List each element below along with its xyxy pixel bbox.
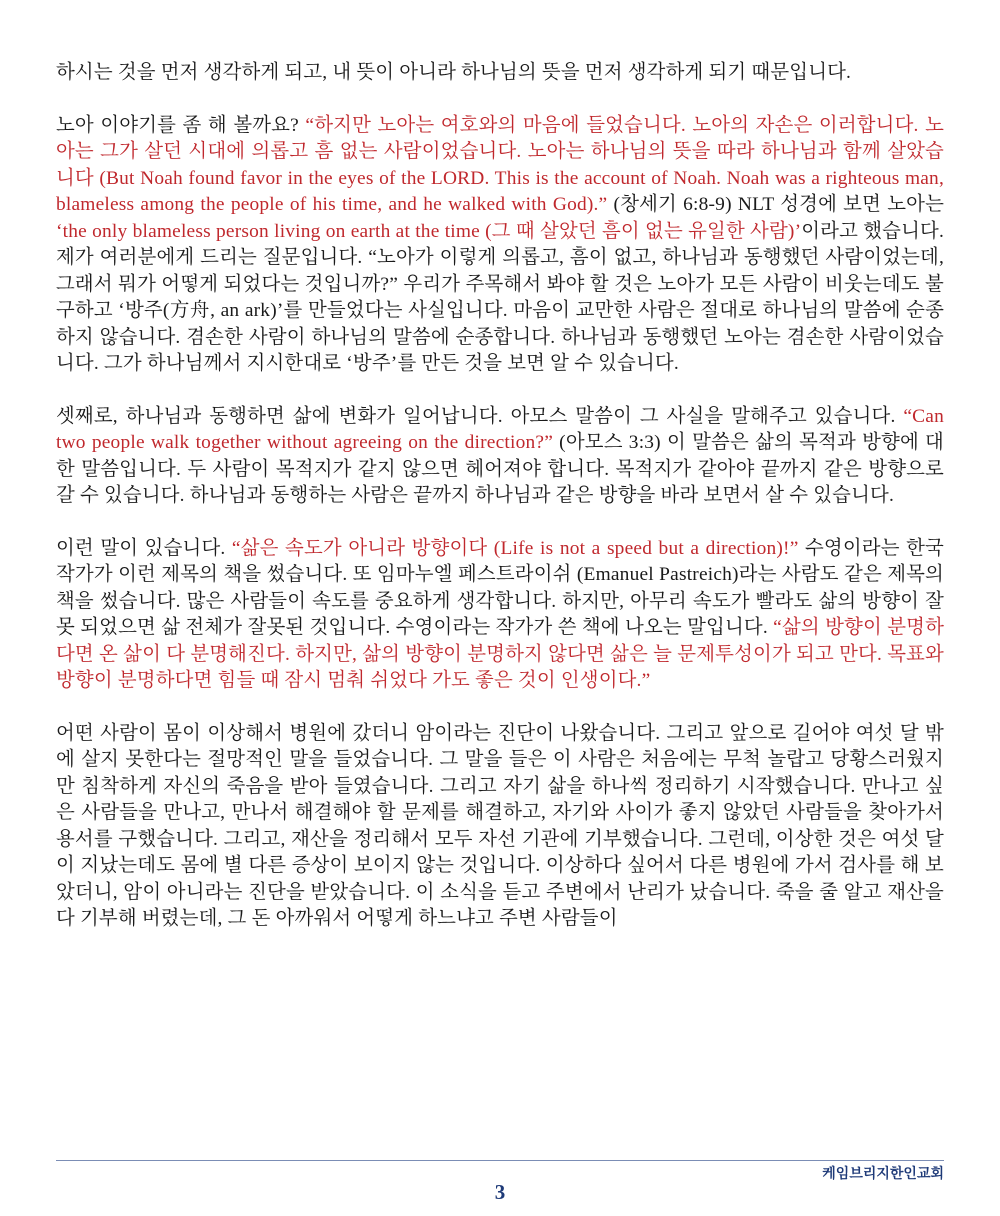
footer-church-name: 케임브리지한인교회: [822, 1166, 944, 1182]
paragraph: [56, 721, 944, 933]
paragraph: [56, 113, 944, 378]
paragraph: [56, 60, 944, 87]
paragraph-text: 하시는 것을 먼저 생각하게 되고, 내 뜻이 아니라 하나님의 뜻을 먼저 생각하게 되기 때문입니다.: [56, 62, 852, 83]
scripture-quote: “Can two people walk together without agreeing on the direction?”: [56, 405, 944, 453]
paragraph-text: (창세기 6:8-9) NLT 성경에 보면 노아는: [607, 194, 945, 215]
paragraph-text: 셋째로, 하나님과 동행하면 삶에 변화가 일어납니다. 아모스 말씀이 그 사실을 말해주고 있습니다.: [56, 405, 904, 427]
quote: “삶의 방향이 분명하다면 온 삶이 다 분명해진다. 하지만, 삶의 방향이 분명하지 않다면 삶은 늘 문제투성이가 되고 만다. 목표와 방향이 분명하다면 힘들 때 잠시 멈춰 쉬었다 가도 좋은 것이 인생이다.”: [56, 617, 944, 691]
page-number: 3: [494, 1180, 506, 1204]
paragraph-text: 이런 말이 있습니다.: [56, 537, 232, 559]
paragraph-text: 수영이라는 한국 작가가 이런 제목의 책을 썼습니다. 또 임마누엘 페스트라이쉬 (Emanuel Pastreich)라는 사람도 같은 제목의 책을 썼습니다. 많은 사람들이 속도를 중요하게 생각합니다. 하지만, 아무리 속도가 빨라도 삶의 방향이 잘못 되었으면 삶 전체가 잘못된 것입니다. 수영이라는 작가가 쓴 책에 나오는 말입니다.: [56, 537, 944, 638]
quote: “삶은 속도가 아니라 방향이다 (Life is not a speed but a direction)!”: [231, 537, 799, 559]
paragraph-text: 노아 이야기를 좀 해 볼까요?: [56, 114, 306, 136]
scripture-quote: ‘the only blameless person living on earth at the time (그 때 살았던 흠이 없는 유일한 사람)’: [56, 220, 802, 242]
paragraph: [56, 536, 944, 695]
paragraph-text: (아모스 3:3) 이 말씀은 삶의 목적과 방향에 대한 말씀입니다. 두 사람이 목적지가 같지 않으면 헤어져야 합니다. 목적지가 같아야 끝까지 같은 방향으로 갈 수 있습니다. 하나님과 동행하는 사람은 끝까지 하나님과 같은 방향을 바라 보면서 살 수 있습니다.: [56, 432, 944, 506]
paragraph-text: 이라고 했습니다. 제가 여러분에게 드리는 질문입니다. “노아가 이렇게 의롭고, 흠이 없고, 하나님과 동행했던 사람이었는데, 그래서 뭐가 어떻게 되었다는 것입니까?” 우리가 주목해서 봐야 할 것은 노아가 모든 사람이 비웃는데도 불구하고 ‘방주(方舟, an ark)’를 만들었다는 사실입니다. 마음이 교만한 사람은 절대로 하나님의 말씀에 순종하지 않습니다. 겸손한 사람이 하나님의 말씀에 순종합니다. 하나님과 동행했던 노아는 겸손한 사람이었습니다. 그가 하나님께서 지시한대로 ‘방주’를 만든 것을 보면 알 수 있습니다.: [56, 220, 944, 374]
document-body: [56, 60, 944, 959]
paragraph: [56, 404, 944, 510]
scripture-quote: “하지만 노아는 여호와의 마음에 들었습니다. 노아의 자손은 이러합니다. 노아는 그가 살던 시대에 의롭고 흠 없는 사람이었습니다. 노아는 하나님의 뜻을 따라 하나님과 함께 살았습니다 (But Noah found favor in the eyes of the LORD. This is the account of Noah. Noah was a righteous man, blameless among the people of his time, and he walked with God).”: [56, 114, 944, 215]
footer-divider: [56, 1160, 944, 1161]
paragraph-text: 어떤 사람이 몸이 이상해서 병원에 갔더니 암이라는 진단이 나왔습니다. 그리고 앞으로 길어야 여섯 달 밖에 살지 못한다는 절망적인 말을 들었습니다. 그 말을 들은 이 사람은 처음에는 무척 놀랍고 당황스러웠지만 침착하게 자신의 죽음을 받아 들였습니다. 그리고 자기 삶을 하나씩 정리하기 시작했습니다. 만나고 싶은 사람들을 만나고, 만나서 해결해야 할 문제를 해결하고, 자기와 사이가 좋지 않았던 사람들을 찾아가서 용서를 구했습니다. 그리고, 재산을 정리해서 모두 자선 기관에 기부했습니다. 그런데, 이상한 것은 여섯 달이 지났는데도 몸에 별 다른 증상이 보이지 않는 것입니다. 이상하다 싶어서 다른 병원에 가서 검사를 해 보았더니, 암이 아니라는 진단을 받았습니다. 이 소식을 듣고 주변에서 난리가 났습니다. 죽을 줄 알고 재산을 다 기부해 버렸는데, 그 돈 아까워서 어떻게 하느냐고 주변 사람들이: [56, 722, 944, 929]
